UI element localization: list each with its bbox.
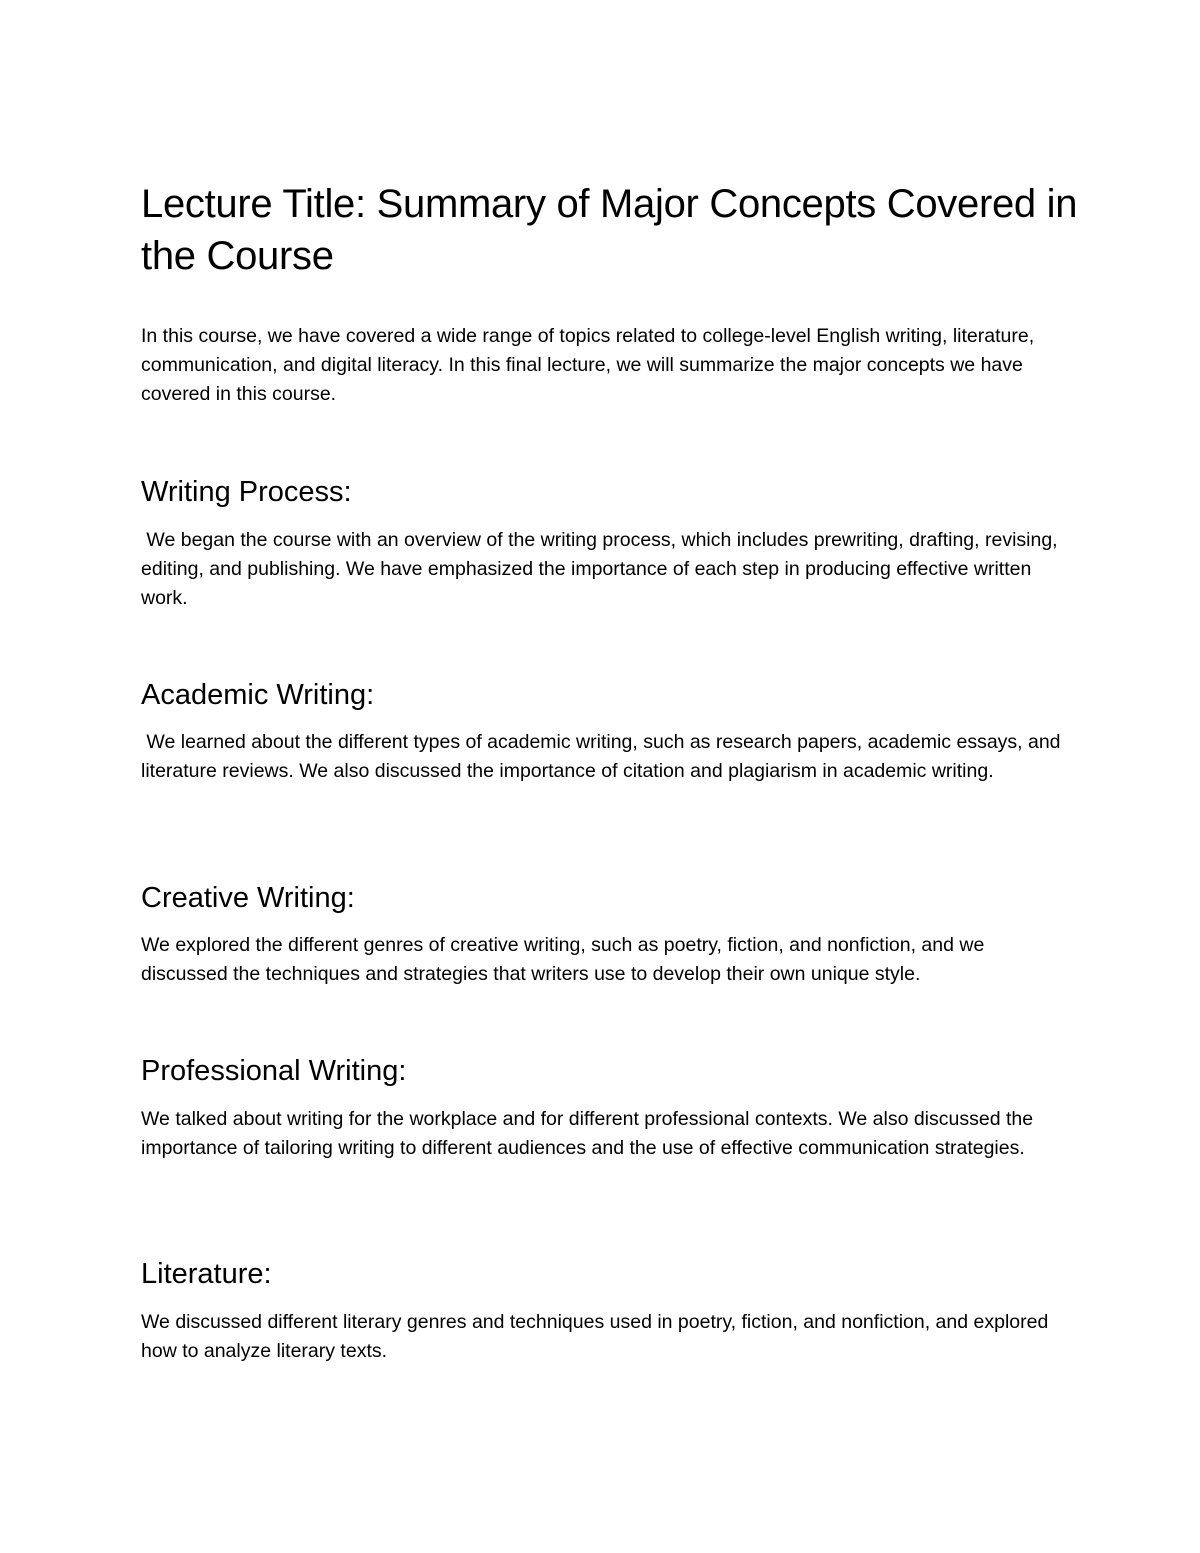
- section-heading-creative-writing: Creative Writing:: [141, 882, 355, 914]
- section-body-academic-writing: We learned about the different types of academic writing, such as research papers, academic essays, and literature reviews. We also discussed the importance of citation and plagiarism in academic writing.: [141, 731, 1066, 782]
- section-heading-academic-writing: Academic Writing:: [141, 679, 375, 711]
- section-heading-literature: Literature:: [141, 1258, 272, 1290]
- section-body-writing-process: We began the course with an overview of the writing process, which includes prewriting, drafting, revising, editing, and publishing. We have emphasized the importance of each step in producing effective written work.: [141, 529, 1064, 609]
- section-body-professional-writing: We talked about writing for the workplace and for different professional contexts. We also discussed the importance of tailoring writing to different audiences and the use of effective communication strategies.: [141, 1108, 1034, 1159]
- section-body-literature: We discussed different literary genres and techniques used in poetry, fiction, and nonfiction, and explored how to analyze literary texts.: [141, 1311, 1049, 1362]
- section-heading-professional-writing: Professional Writing:: [141, 1055, 407, 1087]
- intro-paragraph: In this course, we have covered a wide range of topics related to college-level English writing, literature, communication, and digital literacy. In this final lecture, we will summarize the major concepts we have covered in this course.: [141, 325, 1035, 405]
- section-body-creative-writing: We explored the different genres of creative writing, such as poetry, fiction, and nonfiction, and we discussed the techniques and strategies that writers use to develop their own unique style.: [141, 934, 985, 985]
- section-heading-writing-process: Writing Process:: [141, 476, 352, 508]
- page-title: Lecture Title: Summary of Major Concepts Covered in the Course: [141, 182, 1078, 278]
